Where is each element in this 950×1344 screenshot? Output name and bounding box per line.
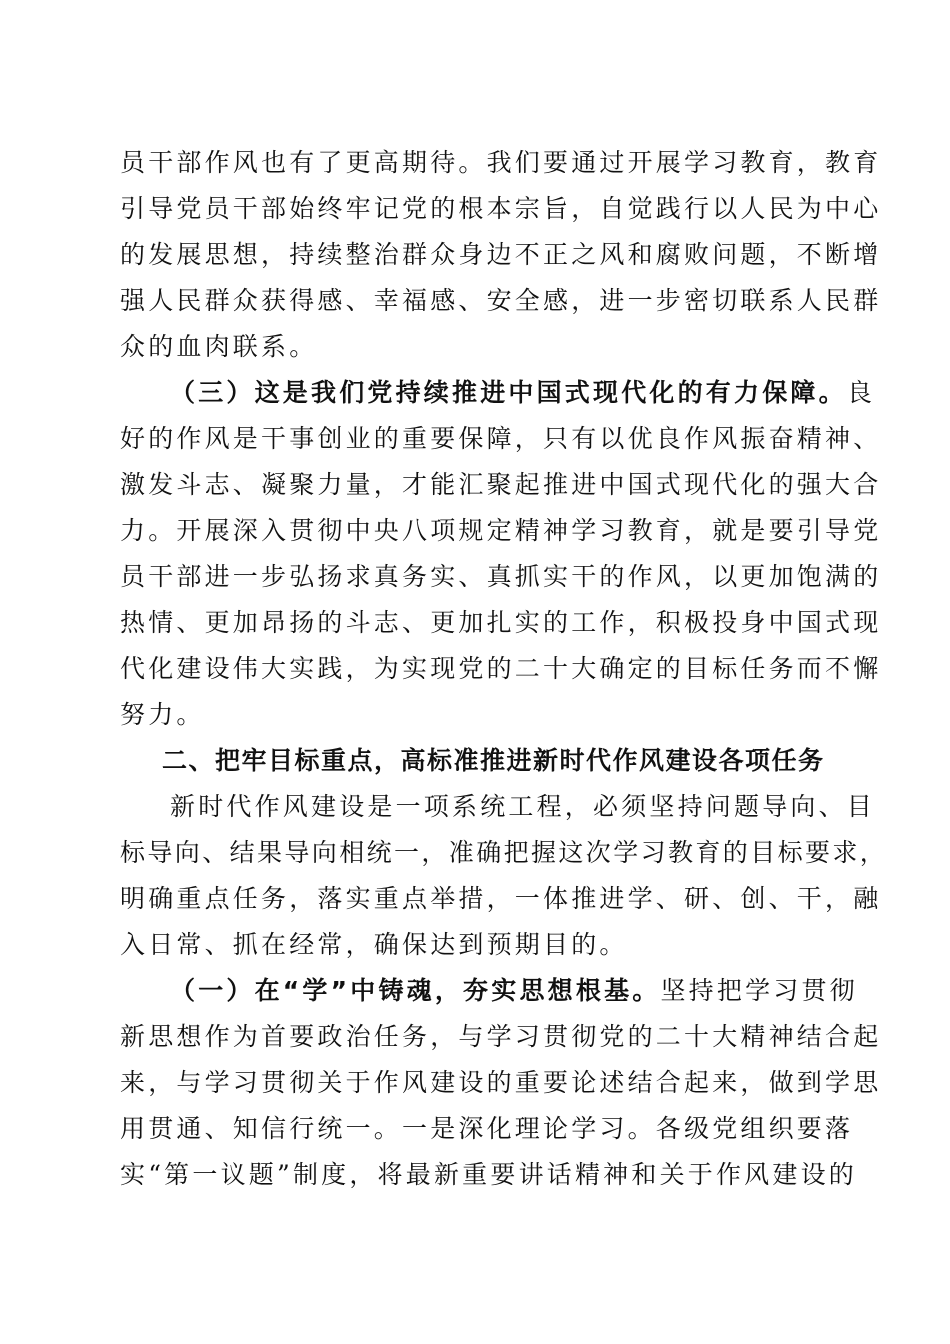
text-line: 众的血肉联系。 [120, 332, 318, 361]
text-line: 员干部作风也有了更高期待。我们要通过开展学习教育，教育 [120, 148, 882, 177]
text-line: 实“第一议题”制度，将最新重要讲话精神和关于作风建设的 [120, 1160, 857, 1189]
text-line: 入日常、抓在经常，确保达到预期目的。 [120, 930, 628, 959]
subheading-1: （一）在“学”中铸魂，夯实思想根基。 [170, 976, 661, 1005]
text-line: 来，与学习贯彻关于作风建设的重要论述结合起来，做到学思 [120, 1068, 882, 1097]
text-line: 热情、更加昂扬的斗志、更加扎实的工作，积极投身中国式现 [120, 608, 882, 637]
text-line: 新思想作为首要政治任务，与学习贯彻党的二十大精神结合起 [120, 1022, 882, 1051]
text-line: 标导向、结果导向相统一，准确把握这次学习教育的目标要求， [120, 838, 888, 867]
text-line: 努力。 [120, 700, 205, 729]
text-line: 明确重点任务，落实重点举措，一体推进学、研、创、干，融 [120, 884, 882, 913]
text-line: 引导党员干部始终牢记党的根本宗旨，自觉践行以人民为中心 [120, 194, 882, 223]
text-run: 坚持把学习贯彻 [660, 976, 858, 1005]
text-line: 代化建设伟大实践，为实现党的二十大确定的目标任务而不懈 [120, 654, 882, 683]
paragraph-lead-line [120, 370, 876, 416]
text-line: 的发展思想，持续整治群众身边不正之风和腐败问题，不断增 [120, 240, 882, 269]
section-heading-2: 二、把牢目标重点，高标准推进新时代作风建设各项任务 [162, 746, 825, 775]
text-line: 好的作风是干事创业的重要保障，只有以优良作风振奋精神、 [120, 424, 882, 453]
text-line: 力。开展深入贯彻中央八项规定精神学习教育，就是要引导党 [120, 516, 882, 545]
paragraph-lead-line [120, 968, 858, 1014]
text-line: 用贯通、知信行统一。一是深化理论学习。各级党组织要落 [120, 1114, 854, 1143]
text-line: 新时代作风建设是一项系统工程，必须坚持问题导向、目 [170, 792, 876, 821]
text-line: 强人民群众获得感、幸福感、安全感，进一步密切联系人民群 [120, 286, 882, 315]
text-run: 良 [846, 378, 876, 407]
document-page [120, 140, 888, 1198]
text-line: 激发斗志、凝聚力量，才能汇聚起推进中国式现代化的强大合 [120, 470, 882, 499]
text-line: 员干部进一步弘扬求真务实、真抓实干的作风，以更加饱满的 [120, 562, 882, 591]
subheading-3: （三）这是我们党持续推进中国式现代化的有力保障。 [170, 378, 847, 407]
